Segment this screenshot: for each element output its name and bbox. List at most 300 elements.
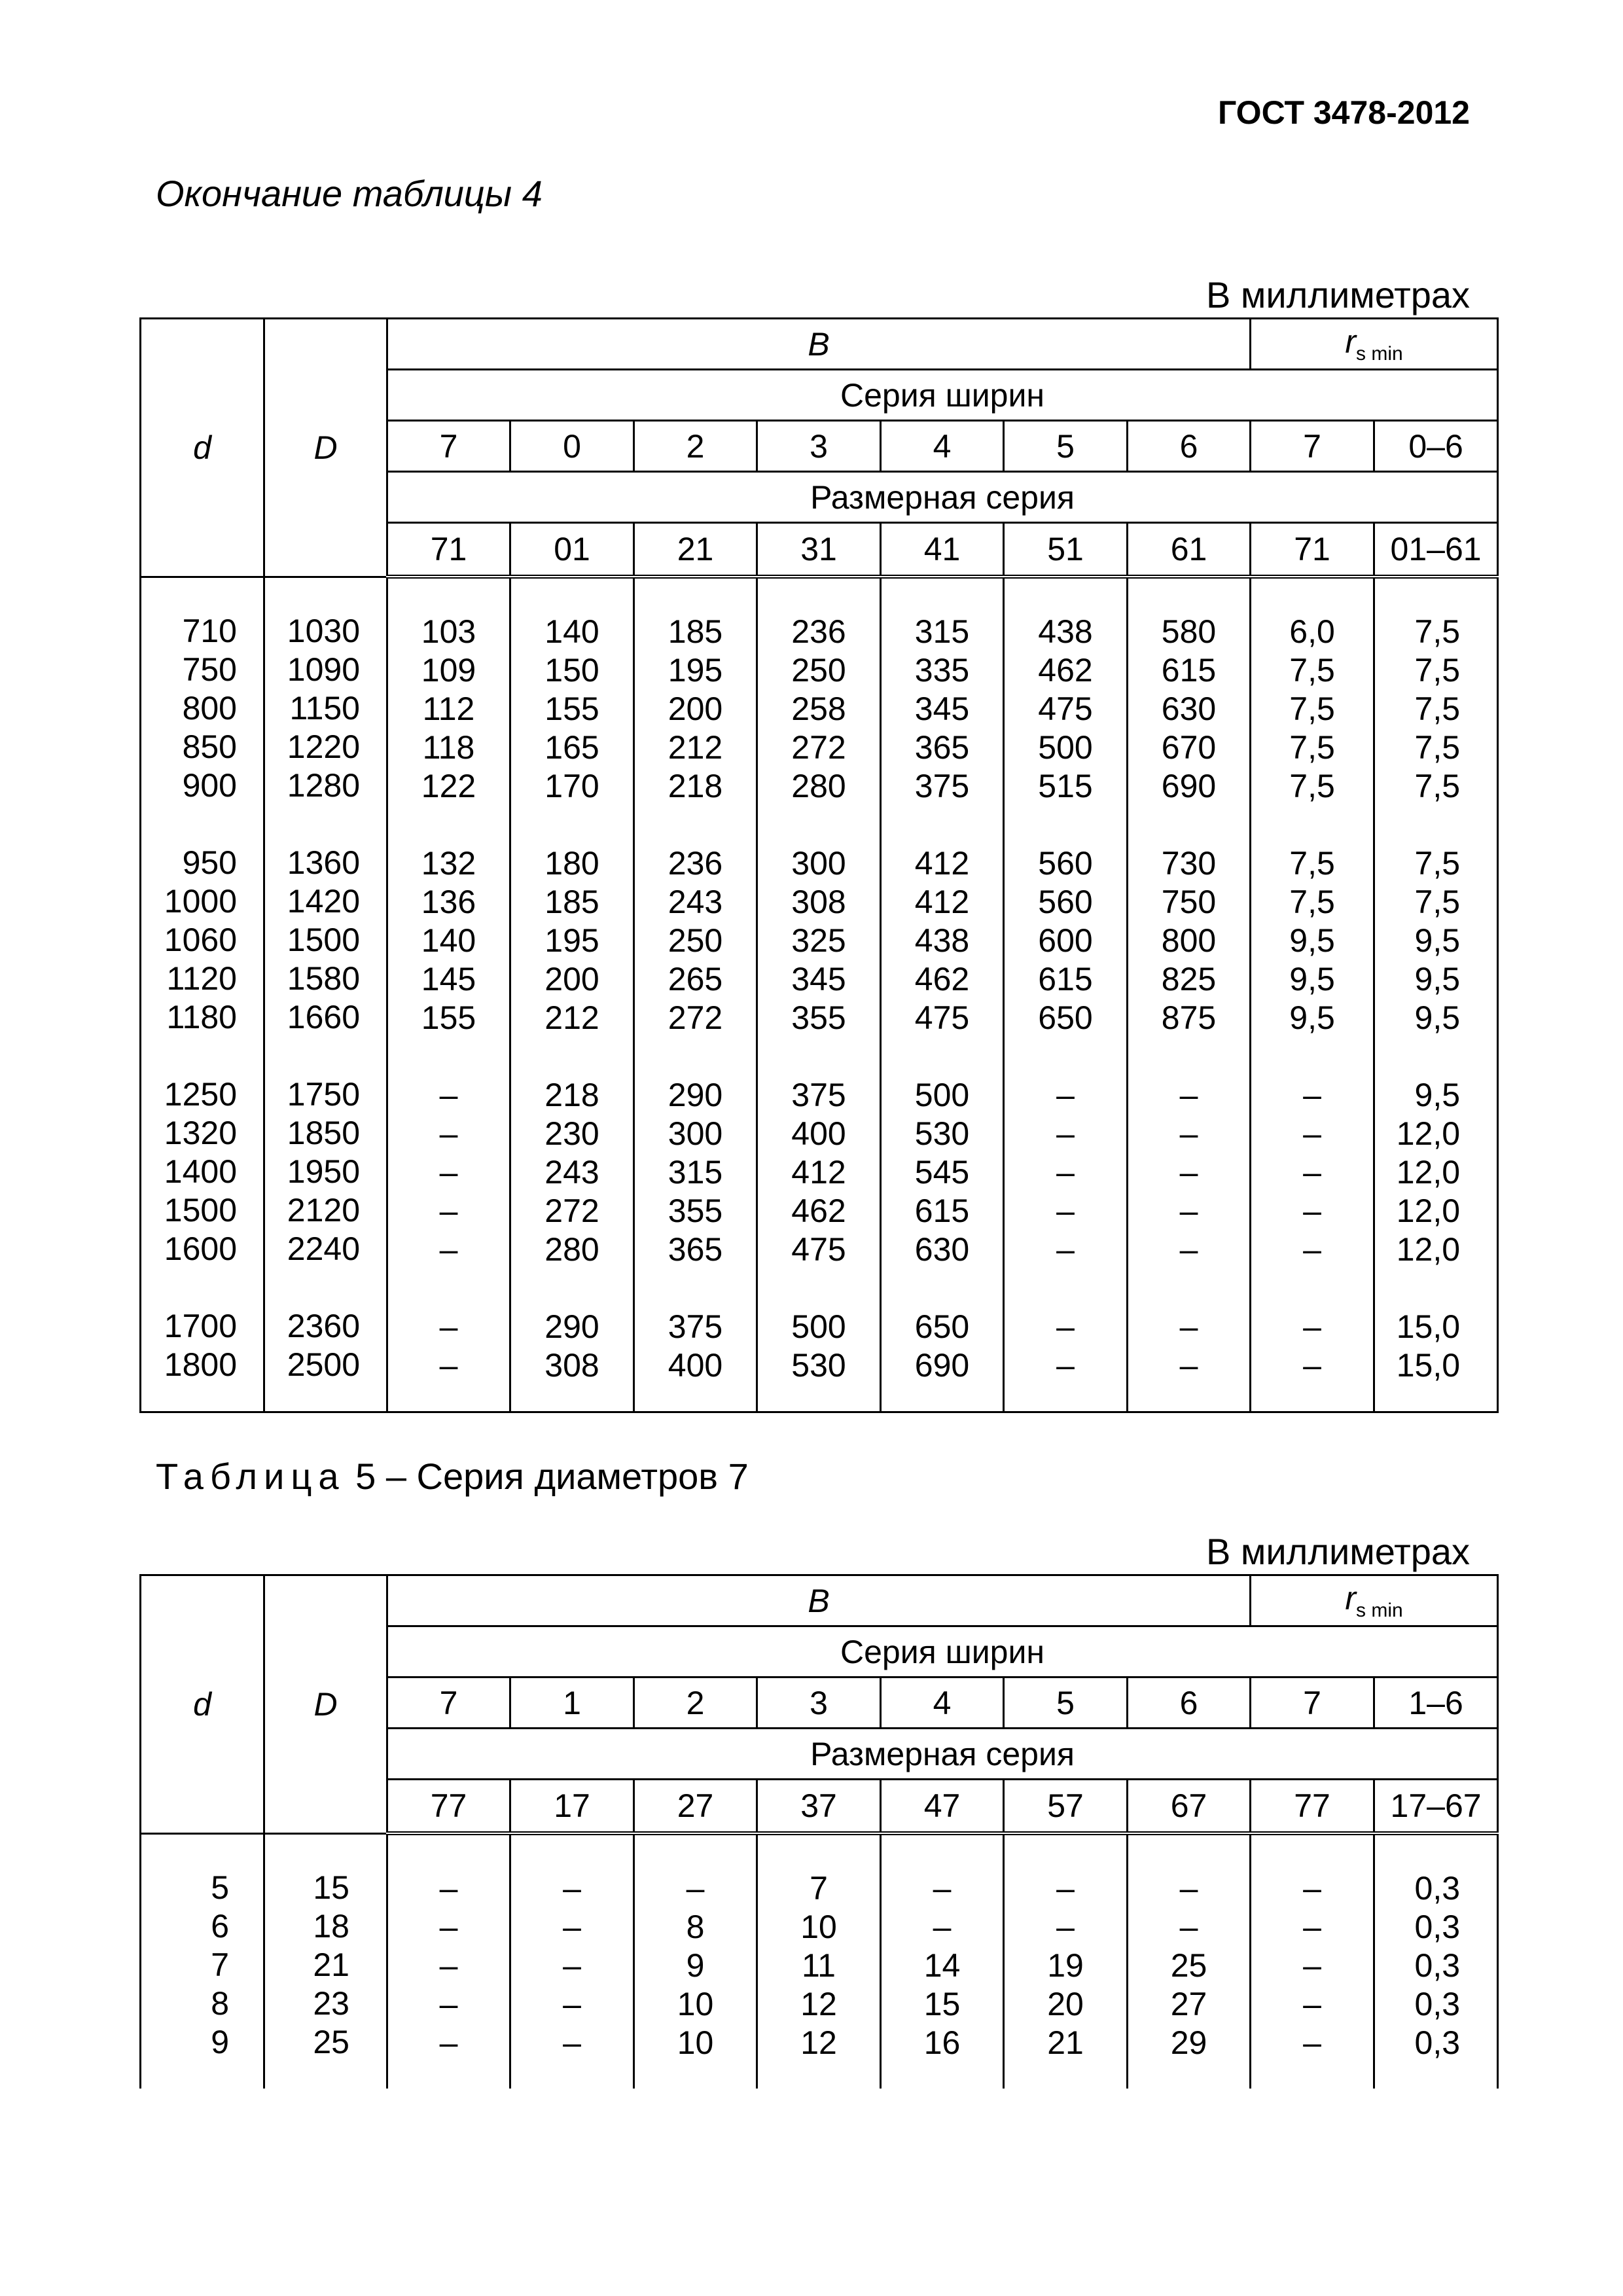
table-cell: 1150 bbox=[289, 689, 360, 726]
table-cell: 2360 bbox=[287, 1307, 360, 1344]
table-cell: 900 bbox=[182, 766, 237, 804]
table5-caption bbox=[156, 1455, 749, 1498]
table-cell: 16 bbox=[923, 2024, 961, 2061]
group-spacer bbox=[635, 806, 756, 844]
table-cell: 1700 bbox=[164, 1307, 237, 1344]
table-cell: – bbox=[439, 1193, 458, 1229]
group-spacer bbox=[882, 1037, 1003, 1076]
width-value: 7 bbox=[387, 1677, 510, 1729]
table-cell: 7,5 bbox=[1289, 652, 1335, 689]
table-cell: 355 bbox=[791, 999, 846, 1036]
table-cell: – bbox=[439, 1986, 458, 2022]
table5-header bbox=[141, 1575, 1498, 1834]
dim-value: 51 bbox=[1004, 523, 1128, 577]
table-cell: 325 bbox=[791, 922, 846, 959]
table-cell: 630 bbox=[914, 1231, 970, 1268]
col-r-header: $r_{s min}$ bbox=[1251, 1575, 1498, 1626]
dim-value: 17–67 bbox=[1374, 1780, 1498, 1834]
table-cell: 185 bbox=[544, 884, 599, 920]
table-cell: – bbox=[439, 1231, 458, 1268]
group-spacer bbox=[1005, 1037, 1126, 1076]
table-cell: 7,5 bbox=[1414, 652, 1461, 689]
table5-body bbox=[141, 1833, 1498, 2089]
table-cell: – bbox=[439, 2024, 458, 2061]
width-value: 0–6 bbox=[1374, 421, 1498, 472]
table-cell: 23 bbox=[313, 1984, 349, 2022]
table-cell: 560 bbox=[1038, 884, 1093, 920]
table-cell: 25 bbox=[1170, 1947, 1207, 1984]
table-cell: 9,5 bbox=[1414, 1077, 1461, 1113]
group-spacer bbox=[1128, 1269, 1249, 1308]
table-cell: 690 bbox=[1161, 768, 1217, 804]
table-cell: 12,0 bbox=[1396, 1231, 1461, 1268]
group-spacer bbox=[511, 1037, 633, 1076]
table-cell: – bbox=[563, 2024, 581, 2061]
table-cell: 132 bbox=[421, 845, 476, 882]
table-cell: 272 bbox=[668, 999, 723, 1036]
group-spacer bbox=[265, 1037, 360, 1075]
table-cell: 280 bbox=[791, 768, 846, 804]
table-column-cell bbox=[387, 577, 510, 1412]
table-cell: 212 bbox=[668, 729, 723, 766]
table-cell: 10 bbox=[677, 1986, 714, 2022]
table-cell: 365 bbox=[914, 729, 970, 766]
table-cell: 650 bbox=[1038, 999, 1093, 1036]
table-cell: 545 bbox=[914, 1154, 970, 1191]
table-cell: 290 bbox=[544, 1308, 599, 1345]
table-cell: – bbox=[439, 1077, 458, 1113]
table-column-cell bbox=[881, 577, 1004, 1412]
table-cell: 1090 bbox=[287, 651, 360, 688]
dim-value: 41 bbox=[881, 523, 1004, 577]
width-value: 5 bbox=[1004, 421, 1128, 472]
table-cell: 272 bbox=[791, 729, 846, 766]
table-cell: 7,5 bbox=[1414, 884, 1461, 920]
table-cell: – bbox=[439, 1347, 458, 1384]
table-cell: 218 bbox=[544, 1077, 599, 1113]
dimension-series-header: Размерная серия bbox=[387, 1729, 1498, 1780]
table-cell: 9 bbox=[211, 2023, 229, 2060]
width-value: 3 bbox=[757, 1677, 881, 1729]
table-cell: 112 bbox=[422, 691, 475, 727]
table-cell: 950 bbox=[182, 844, 237, 881]
table-cell: 118 bbox=[422, 729, 475, 766]
table-cell: 1500 bbox=[164, 1191, 237, 1229]
table-cell: – bbox=[1056, 1231, 1075, 1268]
table-cell: 155 bbox=[421, 999, 476, 1036]
table-cell: 7,5 bbox=[1289, 691, 1335, 727]
table-cell: 12 bbox=[800, 2024, 837, 2061]
table-cell: 7 bbox=[810, 1870, 828, 1907]
width-value: 4 bbox=[881, 1677, 1004, 1729]
table-cell: 850 bbox=[182, 728, 237, 765]
table-cell: – bbox=[1056, 1347, 1075, 1384]
table-cell: 1320 bbox=[164, 1114, 237, 1151]
table-column-cell bbox=[1374, 1833, 1498, 2089]
table-cell: – bbox=[1303, 1193, 1321, 1229]
table-cell: 140 bbox=[544, 613, 599, 650]
table-cell: – bbox=[1179, 1231, 1198, 1268]
table-cell: 365 bbox=[668, 1231, 723, 1268]
table-cell: 1120 bbox=[166, 960, 237, 997]
table-cell: – bbox=[933, 1909, 952, 1945]
table-cell: 18 bbox=[313, 1907, 349, 1945]
table-cell: – bbox=[1303, 1115, 1321, 1152]
table-cell: 1750 bbox=[287, 1075, 360, 1113]
col-D-header: D bbox=[264, 1575, 387, 1834]
dim-value: 27 bbox=[634, 1780, 757, 1834]
table-cell: 7,5 bbox=[1289, 845, 1335, 882]
table-cell: 12 bbox=[800, 1986, 837, 2022]
table-cell: 15,0 bbox=[1396, 1347, 1461, 1384]
table-cell: 375 bbox=[791, 1077, 846, 1113]
table-cell: 2500 bbox=[287, 1346, 360, 1383]
table-column-cell bbox=[1004, 1833, 1128, 2089]
table4-data-row bbox=[141, 577, 1498, 1412]
table-cell: 355 bbox=[668, 1193, 723, 1229]
table-cell: – bbox=[1303, 1909, 1321, 1945]
table-cell: 1250 bbox=[164, 1075, 237, 1113]
table-cell: 1220 bbox=[287, 728, 360, 765]
col-d-header: d bbox=[141, 319, 264, 577]
width-value: 2 bbox=[634, 1677, 757, 1729]
table-cell: – bbox=[1303, 1870, 1321, 1907]
table-cell: 9,5 bbox=[1289, 999, 1335, 1036]
width-value: 2 bbox=[634, 421, 757, 472]
table-cell: 650 bbox=[914, 1308, 970, 1345]
table-cell: 145 bbox=[421, 961, 476, 997]
group-spacer bbox=[882, 1269, 1003, 1308]
table-cell: 345 bbox=[791, 961, 846, 997]
table5 bbox=[139, 1574, 1499, 2089]
group-spacer bbox=[1005, 1269, 1126, 1308]
dim-value: 31 bbox=[757, 523, 881, 577]
table-cell: – bbox=[1056, 1193, 1075, 1229]
width-value: 1–6 bbox=[1374, 1677, 1498, 1729]
width-series-header: Серия ширин bbox=[387, 370, 1498, 421]
dim-value: 71 bbox=[387, 523, 510, 577]
table-cell: 6,0 bbox=[1289, 613, 1335, 650]
table-cell: 9 bbox=[686, 1947, 705, 1984]
table-column-cell bbox=[1128, 1833, 1251, 2089]
dim-value: 61 bbox=[1128, 523, 1251, 577]
table-cell: 136 bbox=[421, 884, 476, 920]
group-spacer bbox=[511, 1269, 633, 1308]
width-value: 3 bbox=[757, 421, 881, 472]
table-cell: 875 bbox=[1161, 999, 1217, 1036]
group-spacer bbox=[1375, 1269, 1460, 1308]
table-column-cell bbox=[757, 1833, 881, 2089]
table-cell: 21 bbox=[313, 1946, 349, 1983]
table-cell: 462 bbox=[791, 1193, 846, 1229]
table-cell: 730 bbox=[1161, 845, 1217, 882]
table-column-cell bbox=[141, 577, 264, 1412]
table-cell: 500 bbox=[914, 1077, 970, 1113]
table-cell: – bbox=[439, 1947, 458, 1984]
group-spacer bbox=[265, 805, 360, 844]
table-cell: 750 bbox=[1161, 884, 1217, 920]
width-value: 7 bbox=[1251, 421, 1374, 472]
table-cell: – bbox=[1303, 1986, 1321, 2022]
table-cell: 412 bbox=[791, 1154, 846, 1191]
table-cell: 230 bbox=[544, 1115, 599, 1152]
table-cell: 1800 bbox=[164, 1346, 237, 1383]
table-cell: 1400 bbox=[164, 1153, 237, 1190]
table-cell: – bbox=[563, 1947, 581, 1984]
table-cell: 6 bbox=[211, 1907, 229, 1945]
table-cell: 0,3 bbox=[1414, 1947, 1461, 1984]
table-column-cell bbox=[510, 577, 634, 1412]
table5-caption-word: Таблица bbox=[156, 1456, 346, 1497]
table-cell: 375 bbox=[668, 1308, 723, 1345]
table-cell: 250 bbox=[668, 922, 723, 959]
dim-value: 71 bbox=[1251, 523, 1374, 577]
table-cell: 290 bbox=[668, 1077, 723, 1113]
width-value: 6 bbox=[1128, 1677, 1251, 1729]
dim-value: 77 bbox=[1251, 1780, 1374, 1834]
table-cell: 560 bbox=[1038, 845, 1093, 882]
table-cell: 195 bbox=[668, 652, 723, 689]
group-spacer bbox=[1375, 1037, 1460, 1076]
width-series-header: Серия ширин bbox=[387, 1626, 1498, 1677]
table-cell: 300 bbox=[668, 1115, 723, 1152]
table-cell: 243 bbox=[668, 884, 723, 920]
table-cell: 1500 bbox=[287, 921, 360, 958]
table-cell: – bbox=[1303, 2024, 1321, 2061]
table-cell: 630 bbox=[1161, 691, 1217, 727]
table-cell: 10 bbox=[800, 1909, 837, 1945]
table-cell: – bbox=[1303, 1154, 1321, 1191]
table-cell: 1030 bbox=[287, 612, 360, 649]
table-cell: 140 bbox=[421, 922, 476, 959]
table-cell: – bbox=[1303, 1231, 1321, 1268]
table-cell: 0,3 bbox=[1414, 2024, 1461, 2061]
dim-value: 37 bbox=[757, 1780, 881, 1834]
table-cell: 690 bbox=[914, 1347, 970, 1384]
table-cell: – bbox=[933, 1870, 952, 1907]
table-cell: 20 bbox=[1047, 1986, 1084, 2022]
group-spacer bbox=[388, 1037, 509, 1076]
table-cell: – bbox=[1179, 1870, 1198, 1907]
group-spacer bbox=[882, 806, 1003, 844]
table-cell: 300 bbox=[791, 845, 846, 882]
group-spacer bbox=[511, 806, 633, 844]
table-cell: 9,5 bbox=[1414, 961, 1461, 997]
table5-caption-text: 5 – Серия диаметров 7 bbox=[355, 1456, 749, 1497]
table-cell: 5 bbox=[211, 1869, 229, 1906]
table-cell: 200 bbox=[668, 691, 723, 727]
dim-value: 77 bbox=[387, 1780, 510, 1834]
table-cell: 9,5 bbox=[1289, 961, 1335, 997]
table-cell: 29 bbox=[1170, 2024, 1207, 2061]
table-cell: – bbox=[439, 1154, 458, 1191]
table4-caption: Окончание таблицы 4 bbox=[156, 173, 543, 214]
table-column-cell bbox=[1374, 577, 1498, 1412]
table-cell: 12,0 bbox=[1396, 1193, 1461, 1229]
table-column-cell bbox=[141, 1833, 264, 2089]
width-value: 7 bbox=[387, 421, 510, 472]
width-value: 5 bbox=[1004, 1677, 1128, 1729]
table-cell: 265 bbox=[668, 961, 723, 997]
table-cell: 1660 bbox=[287, 998, 360, 1035]
table-cell: – bbox=[1056, 1154, 1075, 1191]
table-column-cell bbox=[264, 1833, 387, 2089]
group-spacer bbox=[141, 1268, 237, 1307]
table-cell: 243 bbox=[544, 1154, 599, 1191]
table-cell: 335 bbox=[914, 652, 970, 689]
group-spacer bbox=[388, 806, 509, 844]
width-value: 6 bbox=[1128, 421, 1251, 472]
table-cell: 475 bbox=[791, 1231, 846, 1268]
group-spacer bbox=[141, 1037, 237, 1075]
group-spacer bbox=[1375, 806, 1460, 844]
table-cell: 1950 bbox=[287, 1153, 360, 1190]
table-cell: 195 bbox=[544, 922, 599, 959]
table-cell: – bbox=[439, 1909, 458, 1945]
dim-value: 17 bbox=[510, 1780, 634, 1834]
table-cell: 8 bbox=[686, 1909, 705, 1945]
table-column-cell bbox=[1251, 577, 1374, 1412]
table-cell: 7 bbox=[211, 1946, 229, 1983]
table-cell: – bbox=[1303, 1347, 1321, 1384]
table-cell: 1280 bbox=[287, 766, 360, 804]
table-cell: 345 bbox=[914, 691, 970, 727]
table-cell: 462 bbox=[1038, 652, 1093, 689]
table-cell: 1600 bbox=[164, 1230, 237, 1267]
table-cell: 21 bbox=[1047, 2024, 1084, 2061]
table4-body bbox=[141, 577, 1498, 1412]
table5-data-row bbox=[141, 1833, 1498, 2089]
table-cell: 438 bbox=[1038, 613, 1093, 650]
table-column-cell bbox=[510, 1833, 634, 2089]
table-cell: 615 bbox=[1038, 961, 1093, 997]
table-cell: 9,5 bbox=[1414, 999, 1461, 1036]
table-cell: 170 bbox=[544, 768, 599, 804]
table-cell: 515 bbox=[1038, 768, 1093, 804]
table-cell: 750 bbox=[182, 651, 237, 688]
table-cell: 7,5 bbox=[1414, 691, 1461, 727]
col-r-header: $r_{s min}$ bbox=[1251, 319, 1498, 370]
table-cell: 1580 bbox=[287, 960, 360, 997]
table-cell: 825 bbox=[1161, 961, 1217, 997]
table-cell: 500 bbox=[1038, 729, 1093, 766]
table-cell: 236 bbox=[791, 613, 846, 650]
width-value: 4 bbox=[881, 421, 1004, 472]
table-column-cell bbox=[1128, 577, 1251, 1412]
group-spacer bbox=[1005, 806, 1126, 844]
table-cell: 180 bbox=[544, 845, 599, 882]
table-cell: – bbox=[1056, 1115, 1075, 1152]
table-cell: 200 bbox=[544, 961, 599, 997]
table-cell: 400 bbox=[791, 1115, 846, 1152]
table-cell: 1850 bbox=[287, 1114, 360, 1151]
table-cell: 218 bbox=[668, 768, 723, 804]
table-cell: 1180 bbox=[166, 998, 237, 1035]
table-cell: 7,5 bbox=[1289, 884, 1335, 920]
dim-value: 21 bbox=[634, 523, 757, 577]
table-column-cell bbox=[757, 577, 881, 1412]
dim-value: 67 bbox=[1128, 1780, 1251, 1834]
table-column-cell bbox=[264, 577, 387, 1412]
table-cell: 2240 bbox=[287, 1230, 360, 1267]
table4-end bbox=[139, 317, 1499, 1413]
width-value: 0 bbox=[510, 421, 634, 472]
table-cell: – bbox=[1179, 1308, 1198, 1345]
table-cell: 8 bbox=[211, 1984, 229, 2022]
group-spacer bbox=[265, 1268, 360, 1307]
table-cell: – bbox=[686, 1870, 705, 1907]
table-cell: – bbox=[1303, 1077, 1321, 1113]
table-cell: 7,5 bbox=[1289, 729, 1335, 766]
table-cell: 103 bbox=[421, 613, 476, 650]
table-cell: 670 bbox=[1161, 729, 1217, 766]
col-D-header: D bbox=[264, 319, 387, 577]
group-spacer bbox=[1128, 1037, 1249, 1076]
table-cell: 27 bbox=[1170, 1986, 1207, 2022]
table-cell: 308 bbox=[544, 1347, 599, 1384]
table-cell: 212 bbox=[544, 999, 599, 1036]
table-cell: 7,5 bbox=[1289, 768, 1335, 804]
table-cell: – bbox=[1179, 1077, 1198, 1113]
document-code: ГОСТ 3478-2012 bbox=[1218, 94, 1470, 131]
table-cell: 412 bbox=[914, 845, 970, 882]
dim-value: 01–61 bbox=[1374, 523, 1498, 577]
table-column-cell bbox=[634, 1833, 757, 2089]
group-spacer bbox=[635, 1037, 756, 1076]
dim-value: 01 bbox=[510, 523, 634, 577]
table-cell: – bbox=[563, 1909, 581, 1945]
group-spacer bbox=[141, 805, 237, 844]
table-cell: 122 bbox=[421, 768, 476, 804]
group-spacer bbox=[388, 1269, 509, 1308]
table-cell: – bbox=[563, 1870, 581, 1907]
group-spacer bbox=[1128, 806, 1249, 844]
table-cell: 7,5 bbox=[1414, 613, 1461, 650]
table-cell: 800 bbox=[182, 689, 237, 726]
table-cell: – bbox=[439, 1870, 458, 1907]
table-cell: 530 bbox=[914, 1115, 970, 1152]
table4-units: В миллиметрах bbox=[1205, 274, 1470, 315]
table-cell: 412 bbox=[914, 884, 970, 920]
table-cell: – bbox=[439, 1308, 458, 1345]
col-d-header: d bbox=[141, 1575, 264, 1834]
table-cell: 0,3 bbox=[1414, 1909, 1461, 1945]
dim-value: 57 bbox=[1004, 1780, 1128, 1834]
table-cell: 1360 bbox=[287, 844, 360, 881]
table-column-cell bbox=[1004, 577, 1128, 1412]
table-cell: 19 bbox=[1047, 1947, 1084, 1984]
table-cell: 1060 bbox=[164, 921, 237, 958]
table-cell: – bbox=[439, 1115, 458, 1152]
table-cell: 615 bbox=[1161, 652, 1217, 689]
table5-units: В миллиметрах bbox=[1205, 1531, 1470, 1572]
table-cell: 580 bbox=[1161, 613, 1217, 650]
table-cell: 12,0 bbox=[1396, 1154, 1461, 1191]
width-value: 7 bbox=[1251, 1677, 1374, 1729]
table-cell: – bbox=[1179, 1115, 1198, 1152]
table-cell: 9,5 bbox=[1289, 922, 1335, 959]
table-cell: 150 bbox=[544, 652, 599, 689]
table-cell: 14 bbox=[923, 1947, 961, 1984]
table-cell: 462 bbox=[914, 961, 970, 997]
table-cell: 800 bbox=[1161, 922, 1217, 959]
dim-value: 47 bbox=[881, 1780, 1004, 1834]
table-cell: 250 bbox=[791, 652, 846, 689]
group-spacer bbox=[758, 1037, 880, 1076]
table-cell: 0,3 bbox=[1414, 1986, 1461, 2022]
table-cell: – bbox=[1179, 1193, 1198, 1229]
group-spacer bbox=[1251, 1037, 1373, 1076]
